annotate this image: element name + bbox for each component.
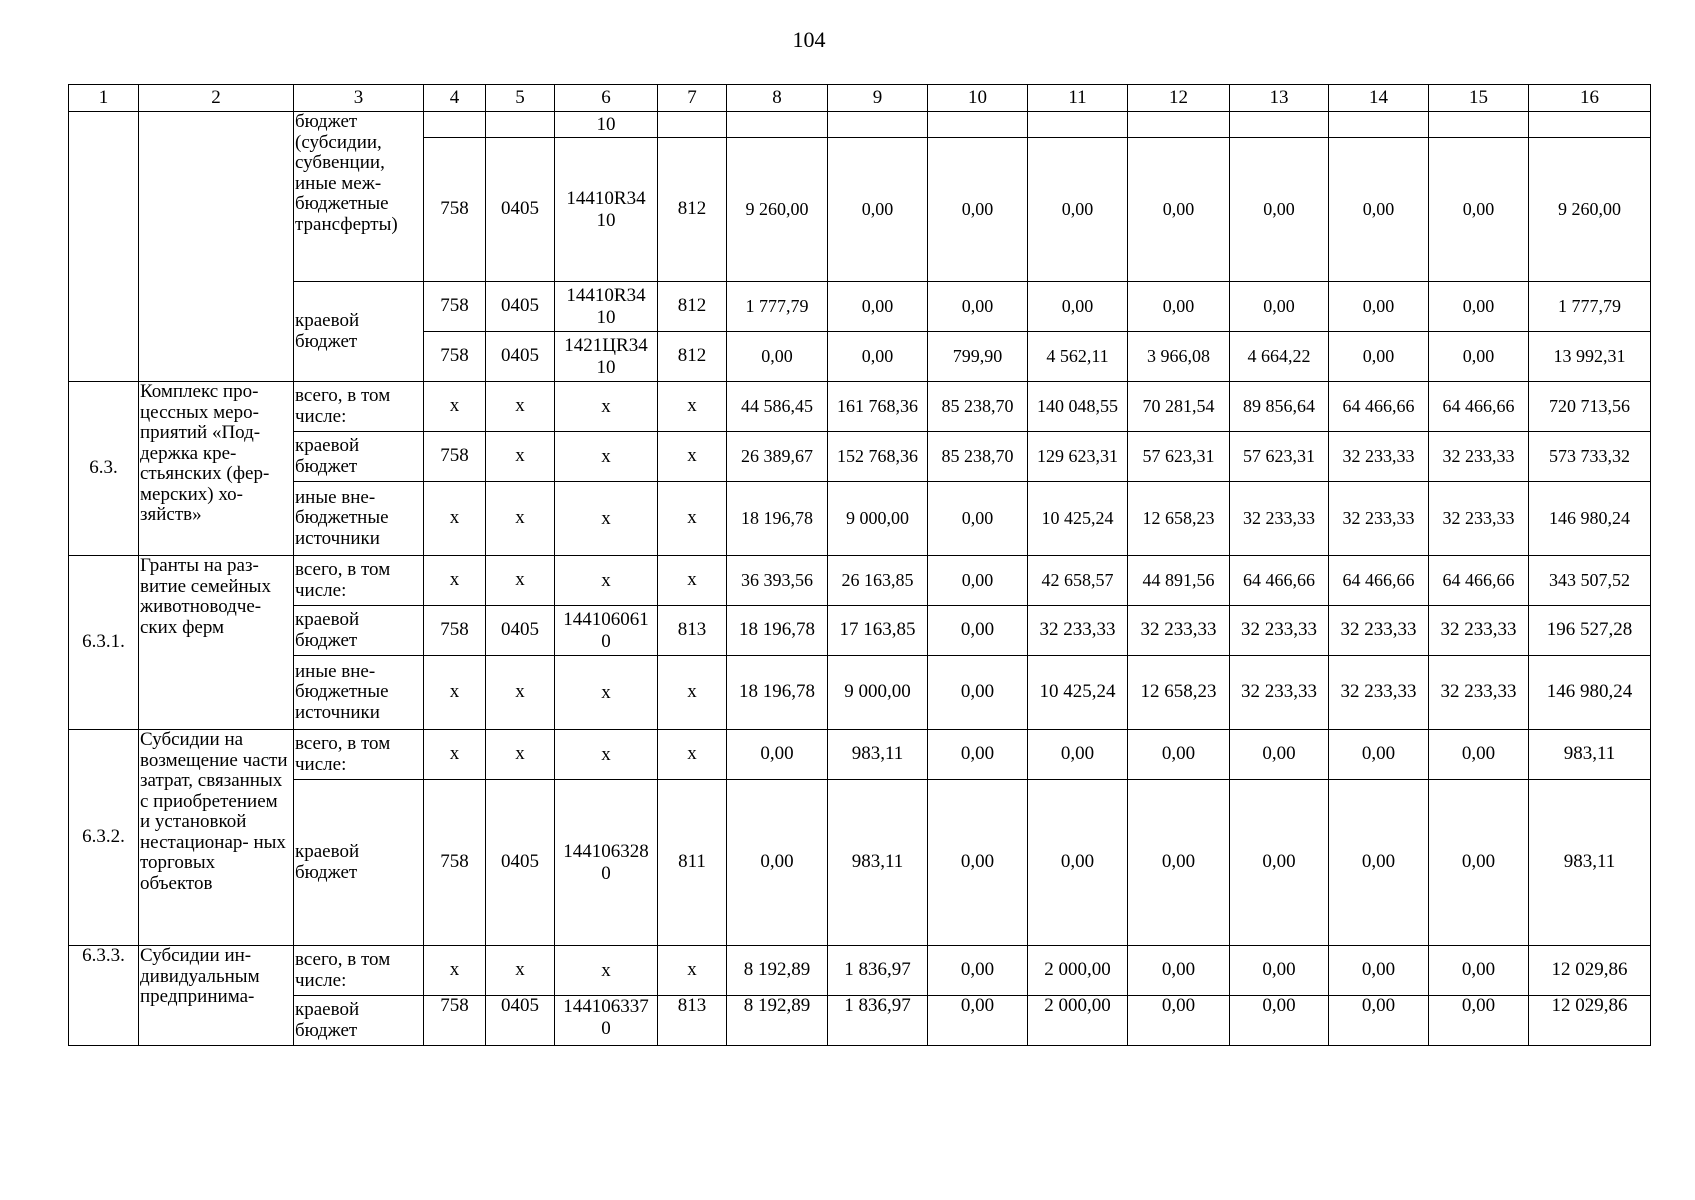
row-source: краевой бюджет [294,996,424,1046]
cell-value: x [424,382,486,432]
cell-value: 0,00 [928,946,1028,996]
cell-value: 573 733,32 [1529,432,1651,482]
cell-value: 0,00 [1128,946,1230,996]
cell-value: 12 029,86 [1529,946,1651,996]
cell-value: 0,00 [727,730,828,780]
cell-value: 2 000,00 [1028,996,1128,1046]
row-source: всего, в том числе: [294,946,424,996]
cell-value: 758 [424,332,486,382]
page-number: 104 [792,27,826,52]
cell [658,112,727,138]
header-cell: 13 [1230,85,1329,112]
cell-value: 0,00 [1128,730,1230,780]
cell-value: 32 233,33 [1230,606,1329,656]
cell-value: 17 163,85 [828,606,928,656]
cell [486,112,555,138]
cell-code: 14410R34 10 [555,138,658,282]
cell-value: 0405 [486,282,555,332]
cell-code: 144106328 0 [555,780,658,946]
table-row [69,946,1651,996]
cell-value: 4 562,11 [1028,332,1128,382]
table-row [69,282,1651,332]
cell-value: x [424,482,486,556]
header-cell: 16 [1529,85,1651,112]
cell-value: 0,00 [1329,138,1429,282]
cell-value: 0,00 [727,780,828,946]
cell-value: 3 966,08 [1128,332,1230,382]
cell-value: 64 466,66 [1329,382,1429,432]
cell-value: 9 260,00 [727,138,828,282]
cell-value: 0405 [486,332,555,382]
cell-value: 18 196,78 [727,656,828,730]
cell-value: x [424,656,486,730]
row-index: 6.3.3. [69,946,139,1046]
cell-value: 0,00 [1128,996,1230,1046]
cell-value: 32 233,33 [1429,606,1529,656]
cell-value: 0,00 [1230,780,1329,946]
cell-value: 2 000,00 [1028,946,1128,996]
cell-value: 983,11 [1529,730,1651,780]
cell-value: 0,00 [1429,282,1529,332]
cell-value: 0,00 [1028,138,1128,282]
cell-value: 0,00 [928,138,1028,282]
cell-code: x [555,656,658,730]
table-row [69,482,1651,556]
cell [828,112,928,138]
cell-value: 42 658,57 [1028,556,1128,606]
cell-value: 10 425,24 [1028,656,1128,730]
cell-value: 799,90 [928,332,1028,382]
cell-value: 85 238,70 [928,432,1028,482]
cell-value: 89 856,64 [1230,382,1329,432]
cell [928,112,1028,138]
cell-value: 983,11 [828,780,928,946]
cell-value: 0405 [486,996,555,1046]
cell-value: 812 [658,282,727,332]
row-source: всего, в том числе: [294,730,424,780]
cell-value: 196 527,28 [1529,606,1651,656]
cell-code: x [555,382,658,432]
budget-table [68,84,1651,1046]
cell [424,112,486,138]
cell-value: 32 233,33 [1028,606,1128,656]
cell-value: 32 233,33 [1429,432,1529,482]
cell-value: 57 623,31 [1230,432,1329,482]
row-name: Гранты на раз- витие семейных животноводче- ских ферм [139,556,294,730]
cell-value: 0,00 [1028,730,1128,780]
cell-value: 64 466,66 [1329,556,1429,606]
row-source: всего, в том числе: [294,556,424,606]
cell-value: 0,00 [1329,730,1429,780]
cell-value: 758 [424,282,486,332]
cell-value: 983,11 [1529,780,1651,946]
cell-value: 812 [658,332,727,382]
cell-value: 758 [424,606,486,656]
cell [1028,112,1128,138]
row-source: иные вне- бюджетные источники [294,656,424,730]
cell-value: 983,11 [828,730,928,780]
cell-value: 0,00 [1128,780,1230,946]
cell-value: 32 233,33 [1329,432,1429,482]
cell-value: 1 777,79 [727,282,828,332]
cell-value: 26 389,67 [727,432,828,482]
cell-value: 32 233,33 [1329,482,1429,556]
table-row [69,606,1651,656]
cell-value: x [658,730,727,780]
cell-value: 44 586,45 [727,382,828,432]
cell-value: 0405 [486,780,555,946]
cell-value: 129 623,31 [1028,432,1128,482]
cell-value: x [486,382,555,432]
cell-value: x [486,432,555,482]
header-cell: 14 [1329,85,1429,112]
row-source: краевой бюджет [294,432,424,482]
header-cell: 11 [1028,85,1128,112]
cell-value: 44 891,56 [1128,556,1230,606]
cell-value: 0,00 [1230,730,1329,780]
cell-value: x [486,482,555,556]
cell-value: 64 466,66 [1429,556,1529,606]
row-source: краевой бюджет [294,282,424,382]
cell-value: x [424,556,486,606]
cell-value: 0,00 [1429,780,1529,946]
cell-code: x [555,482,658,556]
cell-code: x [555,556,658,606]
cell-value: x [658,482,727,556]
cell-value: 812 [658,138,727,282]
cell-value: 32 233,33 [1329,606,1429,656]
header-cell: 8 [727,85,828,112]
cell-value: 0,00 [1429,996,1529,1046]
cell-value: 161 768,36 [828,382,928,432]
cell-value: 0,00 [1230,996,1329,1046]
row-name: Комплекс про- цессных меро- приятий «Под- держка кре- стьянских (фер- мерских) хо- зяйств» [139,382,294,556]
row-source: иные вне- бюджетные источники [294,482,424,556]
cell [1329,112,1429,138]
table-row [69,432,1651,482]
table-row [69,780,1651,946]
cell-value: 0,00 [1329,996,1429,1046]
cell [727,112,828,138]
cell-value: 1 836,97 [828,946,928,996]
cell-value: 12 658,23 [1128,482,1230,556]
cell-value: 32 233,33 [1429,482,1529,556]
header-cell: 9 [828,85,928,112]
cell-value: 0405 [486,606,555,656]
cell-value: 0,00 [1230,282,1329,332]
cell-value: x [486,730,555,780]
cell-value: 146 980,24 [1529,482,1651,556]
cell-value: 57 623,31 [1128,432,1230,482]
cell [1230,112,1329,138]
cell-value: x [486,946,555,996]
cell-value: x [658,382,727,432]
cell-value: 70 281,54 [1128,382,1230,432]
cell-value: 1 777,79 [1529,282,1651,332]
cell-code: 144106061 0 [555,606,658,656]
cell-value: 758 [424,432,486,482]
cell-value: 0,00 [928,606,1028,656]
cell [1529,112,1651,138]
row-index: 6.3.2. [69,730,139,946]
cell-code: x [555,730,658,780]
cell-value: 0,00 [1128,138,1230,282]
cell-value: 8 192,89 [727,946,828,996]
cell-code: x [555,432,658,482]
row-source: бюджет (субсидии, субвенции, иные меж- бюджетные трансферты) [294,112,424,282]
cell-value: 758 [424,138,486,282]
cell-value: 32 233,33 [1429,656,1529,730]
cell-value: x [486,556,555,606]
header-cell: 12 [1128,85,1230,112]
cell-value: x [424,946,486,996]
cell-value: 8 192,89 [727,996,828,1046]
cell-value: 13 992,31 [1529,332,1651,382]
cell-value: 32 233,33 [1329,656,1429,730]
row-source: всего, в том числе: [294,382,424,432]
cell-value: 32 233,33 [1230,656,1329,730]
cell-value: 343 507,52 [1529,556,1651,606]
table-row [69,996,1651,1046]
cell-code: 1421ЦR34 10 [555,332,658,382]
cell-code-continuation: 10 [555,112,658,138]
table-row [69,656,1651,730]
header-cell: 3 [294,85,424,112]
cell-code: 144106337 0 [555,996,658,1046]
row-source: краевой бюджет [294,780,424,946]
cell-value: 0,00 [828,138,928,282]
row-index: 6.3. [69,382,139,556]
cell-value: 1 836,97 [828,996,928,1046]
cell-value: 152 768,36 [828,432,928,482]
cell-value: 18 196,78 [727,482,828,556]
header-cell: 15 [1429,85,1529,112]
cell-value: 0,00 [1230,138,1329,282]
cell-value: x [658,946,727,996]
cell-value: 0,00 [828,282,928,332]
cell-value: 26 163,85 [828,556,928,606]
cell-value: 36 393,56 [727,556,828,606]
cell-value: 10 425,24 [1028,482,1128,556]
cell-value: x [658,432,727,482]
cell-value: 813 [658,606,727,656]
cell-value: 12 658,23 [1128,656,1230,730]
cell-value: 0,00 [1329,780,1429,946]
cell-value: 0,00 [928,780,1028,946]
cell-value: 0,00 [727,332,828,382]
cell-value: 0,00 [1329,946,1429,996]
cell-value: 146 980,24 [1529,656,1651,730]
cell-value: 0,00 [1028,780,1128,946]
cell-value: 758 [424,780,486,946]
cell-code: 14410R34 10 [555,282,658,332]
cell-value: 0,00 [1230,946,1329,996]
cell-value: 4 664,22 [1230,332,1329,382]
cell-value: 0,00 [1128,282,1230,332]
cell-value: 0,00 [1329,282,1429,332]
cell-value: 0,00 [1429,332,1529,382]
cell-value: 0,00 [928,656,1028,730]
cell-value: 64 466,66 [1230,556,1329,606]
cell-value: 9 260,00 [1529,138,1651,282]
cell-value: 0,00 [1028,282,1128,332]
cell-value: 9 000,00 [828,656,928,730]
row-name [139,112,294,382]
cell-code: x [555,946,658,996]
cell-value: 64 466,66 [1429,382,1529,432]
row-name: Субсидии ин- дивидуальным предпринима- [139,946,294,1046]
cell-value: 811 [658,780,727,946]
cell [1128,112,1230,138]
header-cell: 4 [424,85,486,112]
header-cell: 7 [658,85,727,112]
cell-value: 140 048,55 [1028,382,1128,432]
cell-value: 0405 [486,138,555,282]
cell-value: 0,00 [1429,730,1529,780]
cell-value: x [424,730,486,780]
cell-value: 0,00 [928,996,1028,1046]
cell-value: 9 000,00 [828,482,928,556]
row-index: 6.3.1. [69,556,139,730]
cell-value: 0,00 [828,332,928,382]
row-name: Субсидии на возмещение части затрат, связанных с приобретением и установкой нестационар- ных торговых объектов [139,730,294,946]
cell-value: 12 029,86 [1529,996,1651,1046]
row-index [69,112,139,382]
cell-value: 32 233,33 [1128,606,1230,656]
cell-value: 0,00 [1329,332,1429,382]
table-row [69,730,1651,780]
cell-value: 0,00 [928,282,1028,332]
row-source: краевой бюджет [294,606,424,656]
cell-value: x [658,656,727,730]
cell-value: 758 [424,996,486,1046]
cell-value: 720 713,56 [1529,382,1651,432]
cell-value: 0,00 [1429,946,1529,996]
table-row [69,382,1651,432]
cell-value: 813 [658,996,727,1046]
header-cell: 1 [69,85,139,112]
cell-value: 85 238,70 [928,382,1028,432]
table-row [69,556,1651,606]
cell-value: 0,00 [928,730,1028,780]
header-row [69,85,1651,112]
table-row [69,112,1651,138]
header-cell: 5 [486,85,555,112]
cell-value: 0,00 [928,556,1028,606]
header-cell: 2 [139,85,294,112]
cell-value: 0,00 [928,482,1028,556]
cell-value: x [658,556,727,606]
cell-value: 0,00 [1429,138,1529,282]
header-cell: 6 [555,85,658,112]
cell [1429,112,1529,138]
cell-value: 18 196,78 [727,606,828,656]
header-cell: 10 [928,85,1028,112]
cell-value: 32 233,33 [1230,482,1329,556]
cell-value: x [486,656,555,730]
